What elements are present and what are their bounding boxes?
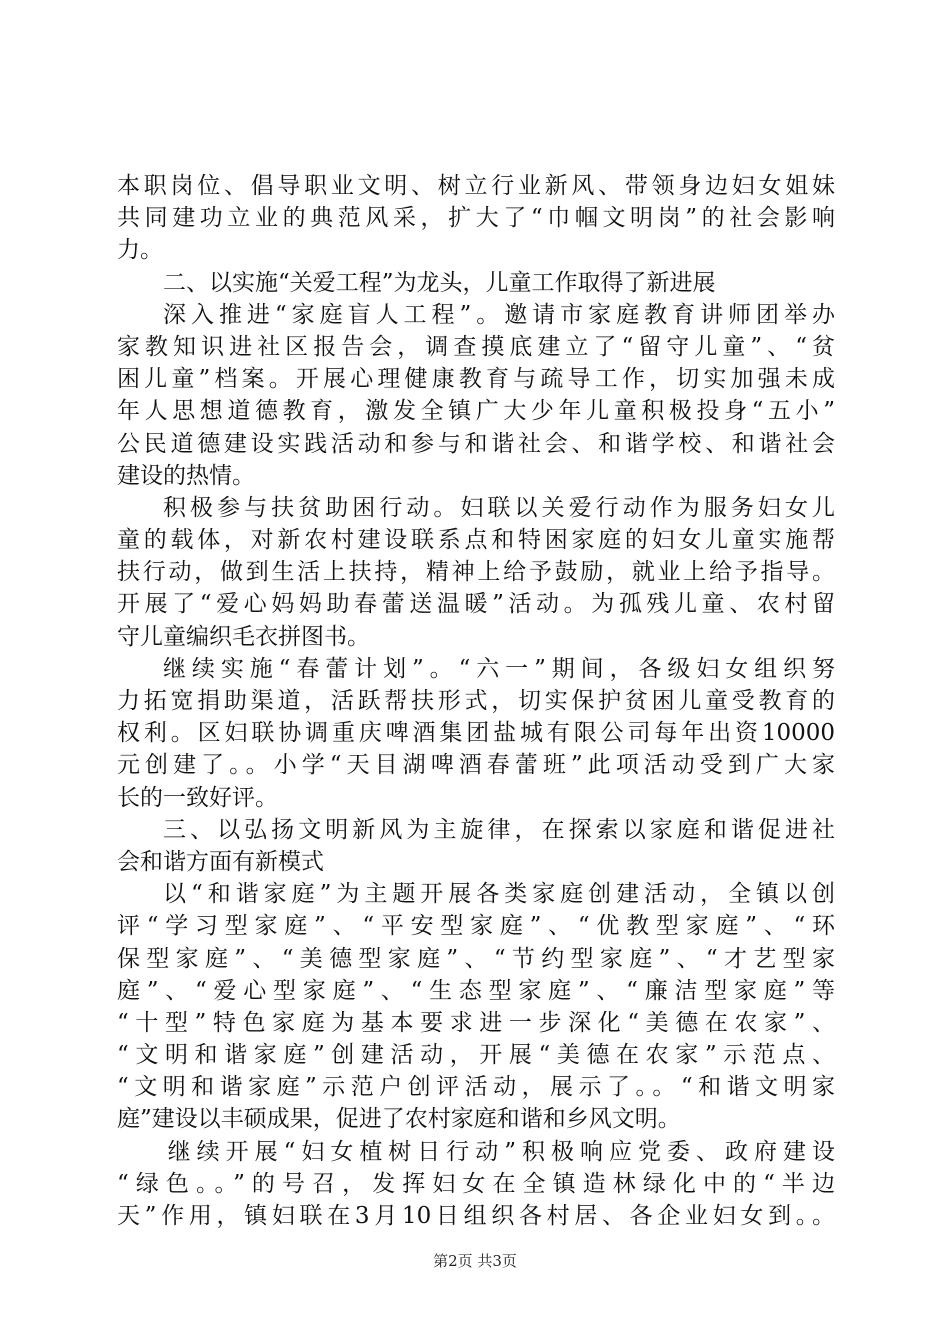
text-line: 本职岗位、倡导职业文明、树立行业新风、带领身边妇女姐妹: [117, 173, 835, 199]
text-line: “绿色。。”的号召，发挥妇女在全镇造林绿化中的“半边: [117, 1170, 835, 1197]
text-line: 共同建功立业的典范风采，扩大了“巾帼文明岗”的社会影响: [117, 205, 835, 232]
text-line: “文明和谐家庭”示范户创评活动，展示了。。“和谐文明家: [117, 1074, 835, 1101]
text-line: 三、以弘扬文明新风为主旋律，在探索以家庭和谐促进社: [163, 816, 835, 843]
text-line: 二、以实施“关爱工程”为龙头，儿童工作取得了新进展: [163, 269, 716, 296]
text-line: 庭”、“爱心型家庭”、“生态型家庭”、“廉洁型家庭”等: [117, 977, 835, 1004]
text-line: 家教知识进社区报告会，调查摸底建立了“留守儿童”、“贫: [117, 333, 835, 360]
text-line: 深入推进“家庭盲人工程”。邀请市家庭教育讲师团举办: [163, 301, 835, 328]
text-line: 评“学习型家庭”、“平安型家庭”、“优教型家庭”、“环: [117, 913, 835, 940]
text-line: 年人思想道德教育，激发全镇广大少年儿童积极投身“五小”: [117, 398, 835, 425]
text-line: 积极参与扶贫助困行动。妇联以关爱行动作为服务妇女儿: [163, 494, 835, 521]
text-line: 力拓宽捐助渠道，活跃帮扶形式，切实保护贫困儿童受教育的: [117, 688, 835, 714]
text-line: 元创建了。。小学“天目湖啤酒春蕾班”此项活动受到广大家: [117, 752, 835, 779]
text-line: 公民道德建设实践活动和参与和谐社会、和谐学校、和谐社会: [117, 430, 835, 457]
text-line: 守儿童编织毛衣拼图书。: [117, 623, 370, 650]
text-line: 建设的热情。: [117, 462, 255, 489]
document-body: [117, 170, 835, 1232]
text-line: 长的一致好评。: [117, 784, 278, 811]
text-line: 天”作用，镇妇联在3月10日组织各村居、各企业妇女到。。: [117, 1203, 835, 1229]
text-line: 庭”建设以丰硕成果，促进了农村家庭和谐和乡风文明。: [117, 1106, 681, 1133]
page-footer: 第2页 共3页: [433, 1252, 517, 1270]
text-line: 以“和谐家庭”为主题开展各类家庭创建活动，全镇以创: [163, 881, 835, 908]
text-line: 会和谐方面有新模式: [117, 848, 324, 875]
text-line: 困儿童”档案。开展心理健康教育与疏导工作，切实加强未成: [117, 366, 835, 393]
text-line: 力。: [117, 237, 163, 264]
text-line: 继续实施“春蕾计划”。“六一”期间，各级妇女组织努: [163, 655, 835, 682]
text-line: “十型”特色家庭为基本要求进一步深化“美德在农家”、: [117, 1009, 835, 1036]
text-line: 扶行动，做到生活上扶持，精神上给予鼓励，就业上给予指导。: [117, 559, 835, 586]
text-line: 开展了“爱心妈妈助春蕾送温暖”活动。为孤残儿童、农村留: [117, 591, 835, 618]
text-line: 童的载体，对新农村建设联系点和特困家庭的妇女儿童实施帮: [117, 527, 835, 554]
text-line: “文明和谐家庭”创建活动，开展“美德在农家”示范点、: [117, 1042, 835, 1069]
text-line: 保型家庭”、“美德型家庭”、“节约型家庭”、“才艺型家: [117, 945, 835, 972]
text-line: 继续开展“妇女植树日行动”积极响应党委、政府建设: [167, 1138, 835, 1165]
text-line: 权利。区妇联协调重庆啤酒集团盐城有限公司每年出资10000: [117, 720, 835, 747]
